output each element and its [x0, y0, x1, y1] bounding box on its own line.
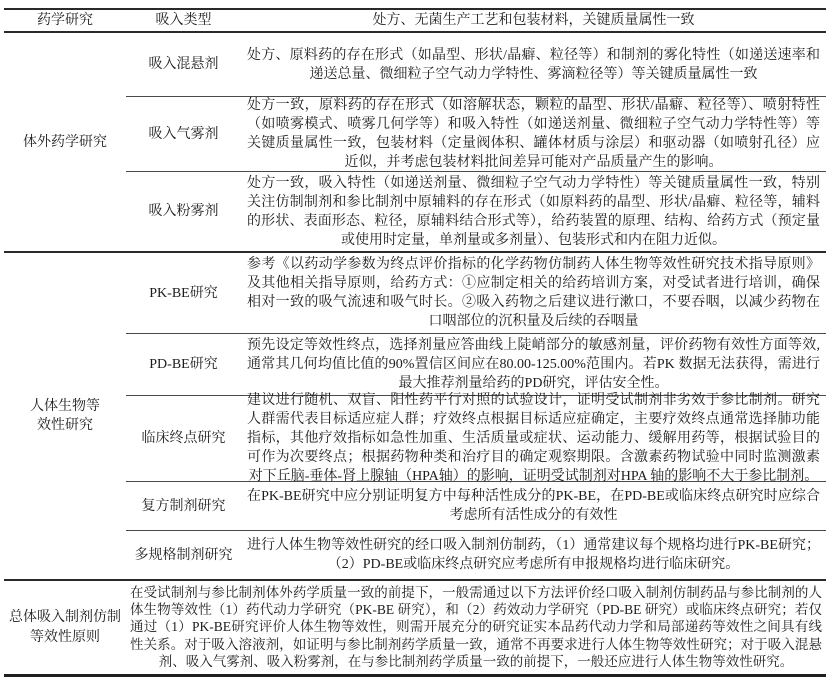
row-content: 处方一致，吸入特性（如递送剂量、微细粒子空气动力学特性）等关键质量属性一致，特别关注仿制制剂和参比制剂中原辅料的存在形式（如原料药的晶型、形状/晶癖、粒径等，辅料的形状、表面形态、粒径，原辅料结合形式等），给药装置的原理、结构、给药方式（预定量或使用时定量，单剂量或多剂量）、包装形式和内在阻力近似。	[247, 175, 820, 248]
row-type-pkbe: PK-BE研究	[149, 285, 218, 301]
row-type-multistrength: 多规格制剂研究	[134, 547, 233, 563]
table-header-row	[4, 10, 826, 33]
row-type-pdbe: PD-BE研究	[149, 357, 218, 372]
table-row	[126, 33, 826, 96]
footer-label-line: 总体吸入制剂仿制	[9, 609, 121, 625]
row-type-powder: 吸入粉雾剂	[148, 204, 219, 219]
footer-overall-principle	[4, 581, 826, 674]
section-human-bioequivalence	[4, 253, 826, 581]
table-row	[126, 253, 826, 333]
footer-label	[4, 581, 126, 674]
row-content: 预先设定等效性终点，选择剂量应答曲线上陡峭部分的敏感剂量，评价药物有效性方面等效,通常其几何均值比值的90%置信区间应在80.00-125.00%范围内。若PK 数据无法获得，需进行最大推荐剂量给药的PD研究，评估安全性。	[247, 338, 820, 391]
table-row	[126, 96, 826, 171]
section-label-line: 人体生物等	[30, 399, 100, 414]
row-content: 在PK-BE研究中应分别证明复方中每种活性成分的PK-BE，在PD-BE或临床终点研究时应综合考虑所有活性成分的有效性	[247, 489, 820, 523]
row-content: 建议进行随机、双盲、阳性药平行对照的试验设计，证明受试制剂非劣效于参比制剂。研究人群需代表目标适应症人群；疗效终点根据目标适应症确定，主要疗效终点通常选择肺功能指标，其他疗效指标如急性加重、生活质量或症状、运动能力、缓解用药等，根据试验目的可作为次要终点；根据药物种类和治疗目的确定观察期限。含激素药物试验中同时监测激素对下丘脑-垂体-肾上腺轴（HPA轴）的影响，证明受试制剂对HPA 轴的影响不大于参比制剂。	[247, 393, 820, 484]
row-type-aerosol: 吸入气雾剂	[148, 126, 219, 142]
table-row	[126, 393, 826, 484]
footer-label-line: 等效性原则	[30, 629, 100, 645]
header-criteria: 处方、无菌生产工艺和包装材料，关键质量属性一致	[372, 13, 695, 28]
header-inhalation-type: 吸入类型	[155, 13, 212, 28]
table-row	[126, 530, 826, 579]
inhalation-equivalence-table	[4, 8, 826, 677]
section-label-line: 效性研究	[37, 418, 93, 433]
row-content: 进行人体生物等效性研究的经口吸入制剂仿制药，（1）通常建议每个规格均进行PK-BE研究；（2）PD-BE或临床终点研究应考虑所有申报规格均进行临床研究。	[247, 538, 820, 572]
section-label-line: 体外药学研究	[23, 134, 107, 150]
section-label-bioequivalence	[4, 253, 126, 579]
section-invitro-pharma	[4, 33, 826, 253]
row-type-suspension: 吸入混悬剂	[148, 57, 219, 72]
row-content: 参考《以药动学参数为终点评价指标的化学药物仿制药人体生物等效性研究技术指导原则》及其他相关指导原则，给药方式：①应制定相关的给药培训方案，对受试者进行培训，确保相对一致的吸气流速和吸气时长。②吸入药物之后建议进行漱口，不要吞咽，以减少药物在口咽部位的沉积量及后续的吞咽量	[247, 257, 820, 329]
table-row	[126, 171, 826, 251]
row-type-combination: 复方制剂研究	[141, 498, 226, 514]
table-row	[126, 481, 826, 530]
row-type-clinical-endpoint: 临床终点研究	[141, 431, 226, 446]
section-label-invitro	[4, 33, 126, 251]
row-content: 处方、原料药的存在形式（如晶型、形状/晶癖、粒径等）和制剂的雾化特性（如递送速率和递送总量、微细粒子空气动力学特性、雾滴粒径等）等关键质量属性一致	[247, 47, 820, 82]
footer-content: 在受试制剂与参比制剂体外药学质量一致的前提下，一般需通过以下方法评价经口吸入制剂仿制药品与参比制剂的人体生物等效性（1）药代动力学研究（PK-BE 研究），和（2）药效动力学研究（PD-BE 研究）或临床终点研究；若仅通过（1）PK-BE研究评价人体生物等效性，则需开展充分的研究证实本品药代动力学和局部递药等效性之间具有线性关系。对于吸入溶液剂，如证明与参比制剂药学质量一致，通常不再要求进行人体生物等效性研究；对于吸入混悬剂、吸入气雾剂、吸入粉雾剂，在与参比制剂药学质量一致的前提下，一般还应进行人体生物等效性研究。	[130, 585, 822, 669]
table-row	[126, 333, 826, 395]
header-pharma-study: 药学研究	[37, 13, 93, 28]
row-content: 处方一致，原料药的存在形式（如溶解状态，颗粒的晶型、形状/晶癖、粒径等）、喷射特性（如喷雾模式、喷雾几何学等）和吸入特性（如递送剂量、微细粒子空气动力学特性等）等关键质量属性一致，包装材料（定量阀体积、罐体材质与涂层）和驱动器（如喷射孔径）应近似，并考虑包装材料批间差异可能对产品质量产生的影响。	[247, 98, 820, 170]
